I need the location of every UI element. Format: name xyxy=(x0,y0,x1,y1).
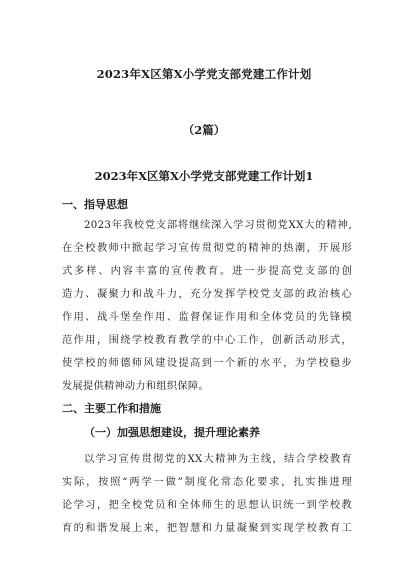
paragraph-line: 范作用，围绕学校教育教学的中心工作，创新活动形式， xyxy=(62,335,352,346)
paragraph-line: 育的和谐发展上来，把智慧和力量凝聚到实现学校教育工 xyxy=(62,523,352,534)
paragraph-line: 发展提供精神动力和组织保障。 xyxy=(62,381,209,392)
section-heading-guiding-ideology: 一、指导思想 xyxy=(62,198,128,211)
paragraph-line: 作用、战斗堡垒作用、监督保证作用和全体党员的先锋模 xyxy=(62,312,352,323)
document-title: 2023年X区第X小学党支部党建工作计划 xyxy=(96,67,312,81)
paragraph-line: 式多样、内容丰富的宣传教育。进一步提高党支部的创 xyxy=(62,266,352,277)
section-heading-main-work: 二、主要工作和措施 xyxy=(62,402,161,415)
document-subtitle: （2篇） xyxy=(182,123,226,137)
subsection-heading: （一）加强思想建设，提升理论素养 xyxy=(84,426,260,439)
paragraph-line: 2023年我校党支部将继续深入学习贯彻党XX大的精神, xyxy=(84,220,352,231)
paragraph-line: 论学习，把全校党员和全体师生的思想认识统一到学校教 xyxy=(62,500,352,511)
part-title: 2023年X区第X小学党支部党建工作计划1 xyxy=(94,169,314,183)
paragraph-line: 造力、凝聚力和战斗力，充分发挥学校党支部的政治核心 xyxy=(62,289,352,300)
paragraph-line: 在全校教师中掀起学习宣传贯彻党的精神的热潮，开展形 xyxy=(62,243,352,254)
paragraph-line: 使学校的师德师风建设提高到一个新的水平，为学校稳步 xyxy=(62,358,352,369)
paragraph-line: 以学习宣传贯彻党的XX大精神为主线，结合学校教育 xyxy=(84,454,352,465)
paragraph-line: 实际，按照“两学一做”制度化常态化要求，扎实推进理 xyxy=(62,477,352,488)
